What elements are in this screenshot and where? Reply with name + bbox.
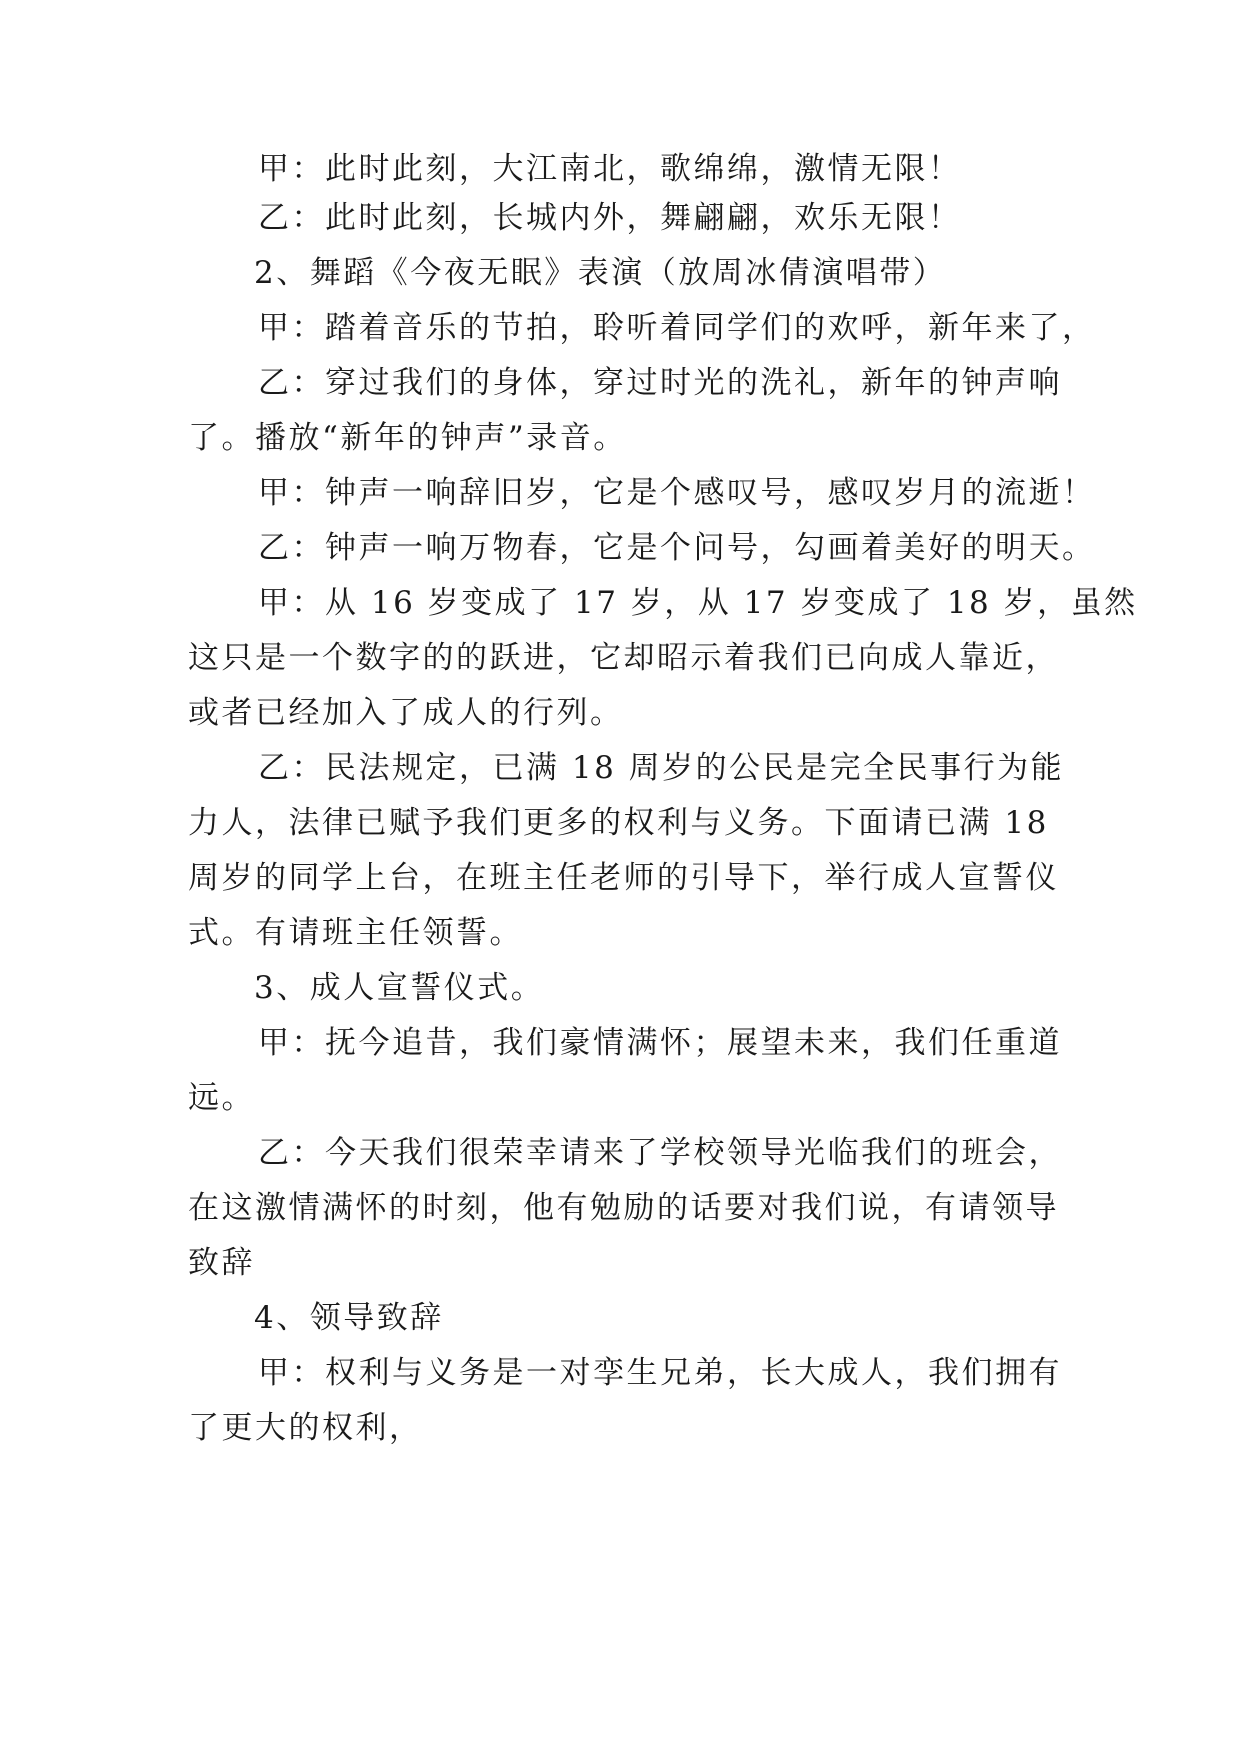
paragraph-line: 乙：穿过我们的身体，穿过时光的洗礼，新年的钟声响 [258,365,1062,401]
paragraph-line: 致辞 [188,1245,255,1281]
paragraph-line: 了。播放“新年的钟声”录音。 [188,420,627,456]
paragraph-line: 式。有请班主任领誓。 [188,915,523,951]
paragraph-line: 乙：今天我们很荣幸请来了学校领导光临我们的班会， [258,1135,1062,1171]
paragraph-line: 乙：民法规定，已满 18 周岁的公民是完全民事行为能 [258,750,1065,786]
paragraph-line: 力人，法律已赋予我们更多的权利与义务。下面请已满 18 [188,805,1049,841]
paragraph-line: 乙：钟声一响万物春，它是个问号，勾画着美好的明天。 [258,530,1096,566]
section-heading: 4、领导致辞 [254,1300,444,1336]
paragraph-line: 甲：抚今追昔，我们豪情满怀；展望未来，我们任重道 [258,1025,1062,1061]
paragraph-line: 甲：踏着音乐的节拍，聆听着同学们的欢呼，新年来了， [258,310,1096,346]
paragraph-line: 乙：此时此刻，长城内外，舞翩翩，欢乐无限！ [258,200,962,236]
paragraph-line: 或者已经加入了成人的行列。 [188,695,624,731]
paragraph-line: 了更大的权利， [188,1410,423,1446]
paragraph-line: 在这激情满怀的时刻，他有勉励的话要对我们说，有请领导 [188,1190,1059,1226]
paragraph-line: 甲：钟声一响辞旧岁，它是个感叹号，感叹岁月的流逝！ [258,475,1096,511]
paragraph-line: 甲：从 16 岁变成了 17 岁，从 17 岁变成了 18 岁，虽然 [258,585,1138,621]
paragraph-line: 这只是一个数字的的跃进，它却昭示着我们已向成人靠近， [188,640,1059,676]
paragraph-line: 周岁的同学上台，在班主任老师的引导下，举行成人宣誓仪 [188,860,1059,896]
paragraph-line: 远。 [188,1080,255,1116]
section-heading: 2、舞蹈《今夜无眠》表演（放周冰倩演唱带） [254,255,947,291]
section-heading: 3、成人宣誓仪式。 [254,970,545,1006]
paragraph-line: 甲：此时此刻，大江南北，歌绵绵，激情无限！ [258,151,962,187]
paragraph-line: 甲：权利与义务是一对孪生兄弟，长大成人，我们拥有 [258,1355,1062,1391]
